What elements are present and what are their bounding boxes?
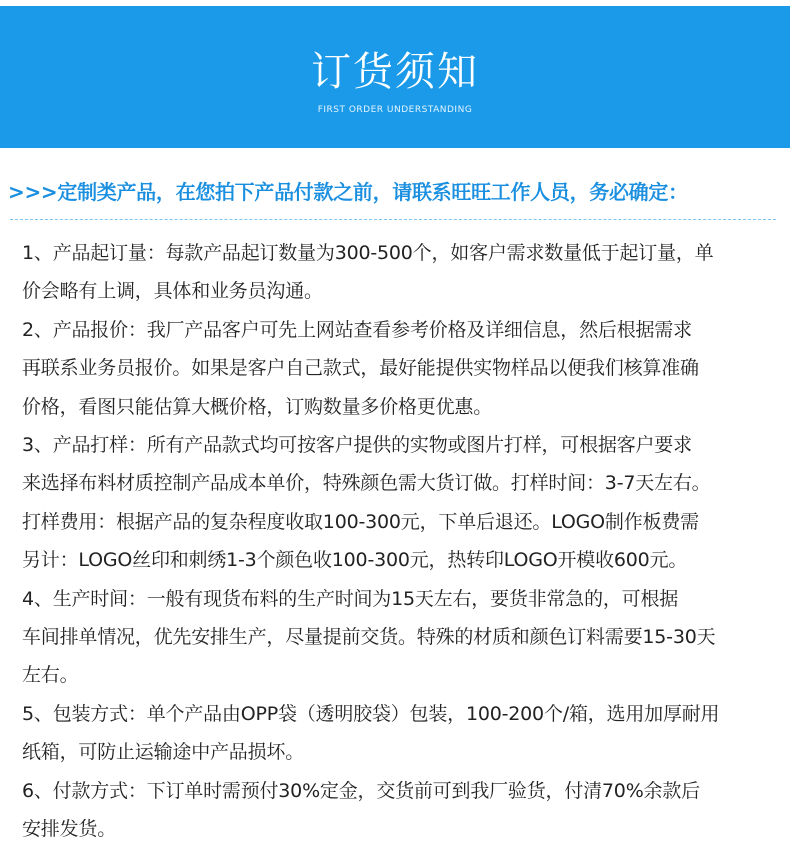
body-line: 4、生产时间：一般有现货布料的生产时间为15天左右，要货非常急的，可根据 (22, 587, 679, 610)
body-line: 再联系业务员报价。如果是客户自己款式，最好能提供实物样品以便我们核算准确 (22, 357, 699, 380)
terms-body (22, 234, 782, 849)
body-line: 价格，看图只能估算大概价格，订购数量多价格更优惠。 (22, 395, 493, 418)
body-line: 打样费用：根据产品的复杂程度收取100-300元，下单后退还。LOGO制作板费需 (22, 510, 699, 533)
body-line: 安排发货。 (22, 818, 117, 841)
body-line: 车间排单情况，优先安排生产，尽量提前交货。特殊的材质和颜色订料需要15-30天 (22, 626, 716, 649)
body-line: 2、产品报价：我厂产品客户可先上网站查看参考价格及详细信息，然后根据需求 (22, 318, 692, 341)
header-banner (0, 6, 790, 148)
body-line: 1、产品起订量：每款产品起订数量为300-500个，如客户需求数量低于起订量，单 (22, 242, 714, 264)
body-line: 纸箱，可防止运输途中产品损坏。 (22, 741, 305, 764)
body-line: 左右。 (22, 664, 79, 687)
body-line: 另计：LOGO丝印和刺绣1-3个颜色收100-300元，热转印LOGO开模收600元。 (22, 549, 688, 572)
dashed-divider (10, 219, 776, 220)
page-subtitle: FIRST ORDER UNDERSTANDING (317, 105, 473, 115)
body-line: 6、付款方式：下订单时需预付30%定金，交货前可到我厂验货，付清70%余款后 (22, 779, 700, 802)
body-line: 5、包装方式：单个产品由OPP袋（透明胶袋）包装，100-200个/箱，选用加厚耐用 (22, 702, 720, 725)
body-line: 来选择布料材质控制产品成本单价，特殊颜色需大货订做。打样时间：3-7天左右。 (22, 472, 711, 495)
notice-line: >>>定制类产品，在您拍下产品付款之前，请联系旺旺工作人员，务必确定： (8, 180, 688, 204)
body-line: 3、产品打样：所有产品款式均可按客户提供的实物或图片打样，可根据客户要求 (22, 434, 692, 457)
body-line: 价会略有上调，具体和业务员沟通。 (22, 280, 323, 303)
page-title: 订货须知 (311, 49, 479, 95)
